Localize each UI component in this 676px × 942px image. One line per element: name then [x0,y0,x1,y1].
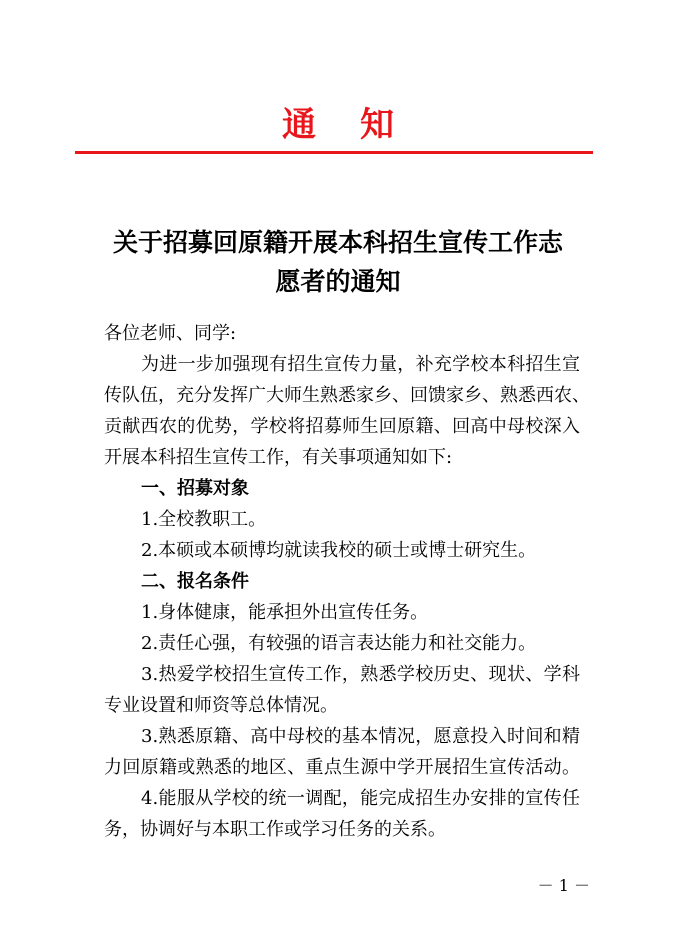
section-heading [104,566,580,597]
paragraph-line: 力回原籍或熟悉的地区、重点生源中学开展招生宣传活动。 [104,757,580,778]
document-body [104,318,590,845]
notice-header-title: 通知 [282,105,438,145]
section-heading-text: 二、报名条件 [141,571,249,592]
salutation-text: 各位老师、同学: [104,323,237,344]
paragraph-line: 2.责任心强，有较强的语言表达能力和社交能力。 [141,633,537,654]
paragraph-line: 2.本硕或本硕博均就读我校的硕士或博士研究生。 [141,540,537,561]
paragraph-line: 4.能服从学校的统一调配，能完成招生办安排的宣传任 [141,788,580,809]
section-heading [104,473,580,504]
intro-paragraph [104,349,590,473]
paragraph-line: 专业设置和师资等总体情况。 [104,695,338,716]
paragraph-line: 1.身体健康，能承担外出宣传任务。 [141,602,429,623]
list-item [104,783,580,845]
page-number: － 1 － [537,876,590,895]
salutation [104,318,580,349]
list-item [104,659,580,721]
document-title [80,223,596,301]
section-heading-text: 一、招募对象 [141,478,249,499]
paragraph-line: 务，协调好与本职工作或学习任务的关系。 [104,819,446,840]
list-item [104,597,580,628]
paragraph-line: 3.熟悉原籍、高中母校的基本情况，愿意投入时间和精 [141,726,580,747]
paragraph-line: 传队伍，充分发挥广大师生熟悉家乡、回馈家乡、熟悉西农、 [104,385,590,406]
paragraph-line: 1.全校教职工。 [141,509,267,530]
paragraph-line: 为进一步加强现有招生宣传力量，补充学校本科招生宣 [141,354,580,375]
document-title-line: 关于招募回原籍开展本科招生宣传工作志 [112,228,563,257]
paragraph-line: 贡献西农的优势，学校将招募师生回原籍、回高中母校深入 [104,416,580,437]
list-item [104,628,580,659]
paragraph-line: 3.热爱学校招生宣传工作，熟悉学校历史、现状、学科 [141,664,580,685]
list-item [104,535,580,566]
paragraph-line: 开展本科招生宣传工作，有关事项通知如下: [104,447,453,468]
document-title-line: 愿者的通知 [275,267,401,296]
list-item [104,504,580,535]
header-divider [75,151,593,154]
list-item [104,721,580,783]
